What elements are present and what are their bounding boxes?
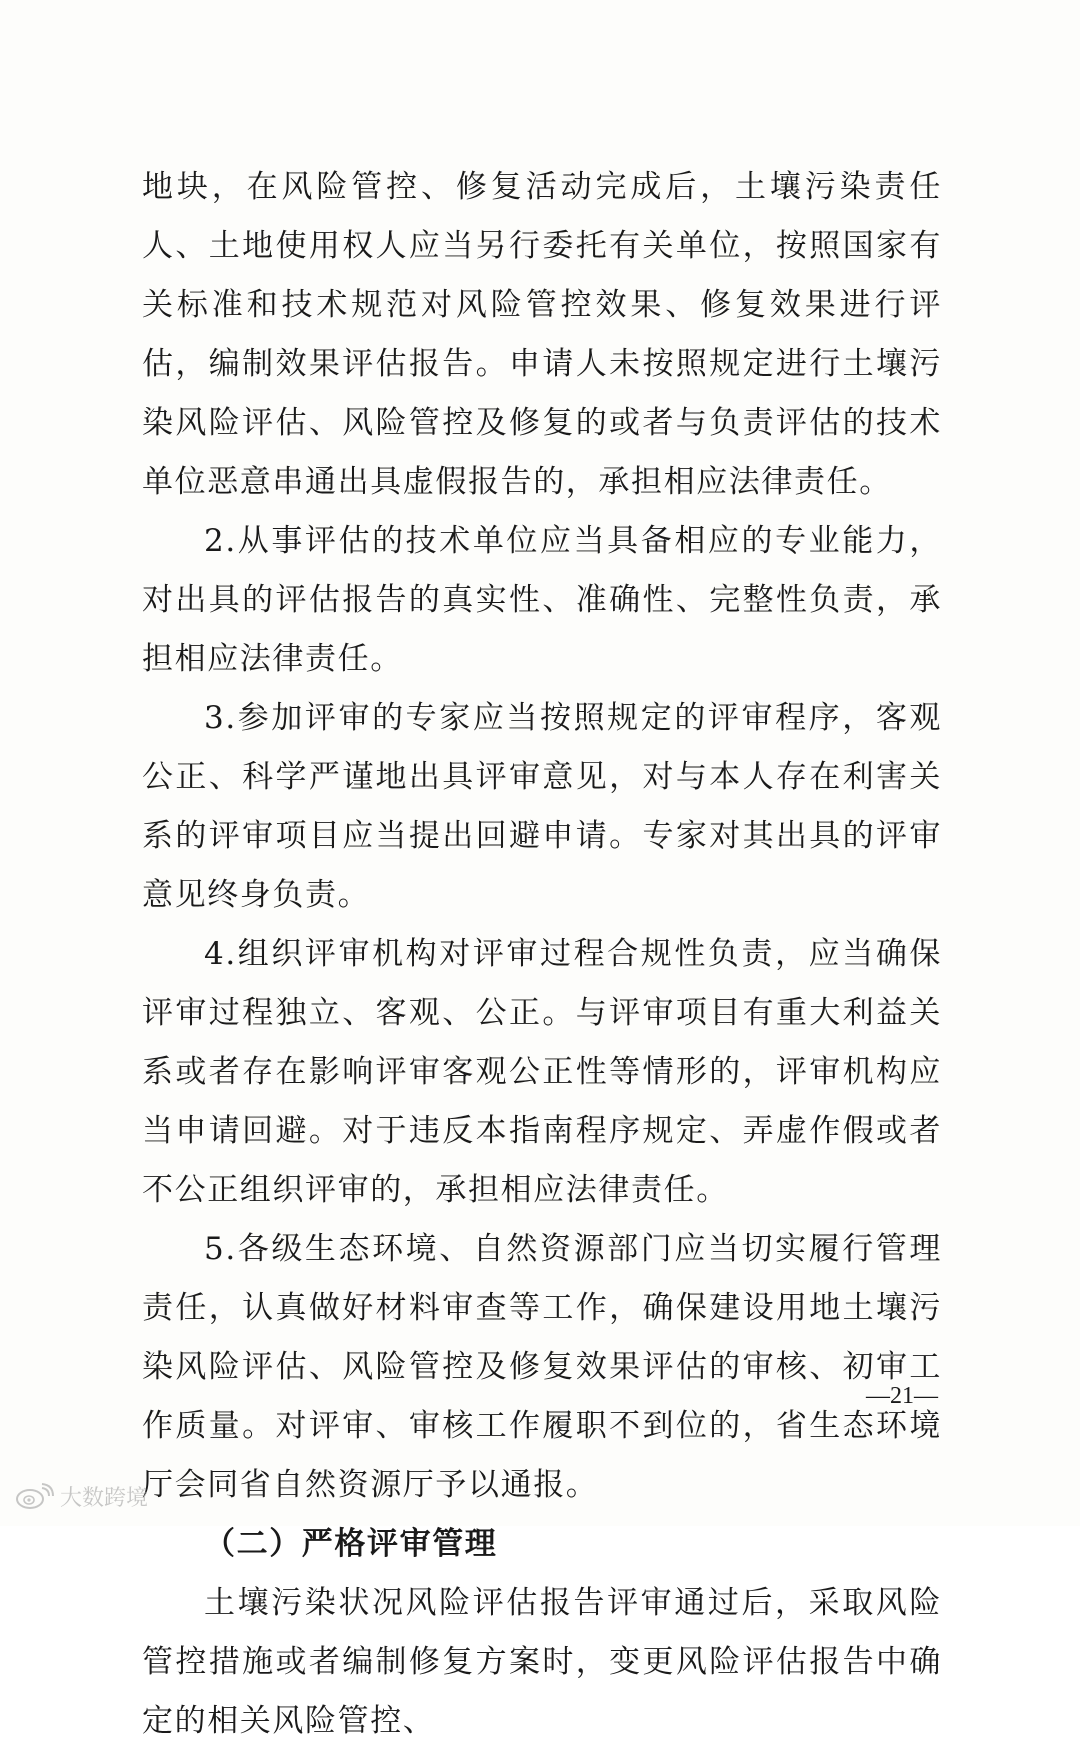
paragraph-item-2: 2.从事评估的技术单位应当具备相应的专业能力，对出具的评估报告的真实性、准确性、完整性负责，承担相应法律责任。 — [142, 523, 942, 677]
watermark — [14, 1480, 148, 1512]
section-heading: （二）严格评审管理 — [204, 1526, 498, 1562]
page-number: —21— — [866, 1383, 938, 1409]
paragraph-continuation: 地块，在风险管控、修复活动完成后，土壤污染责任人、土地使用权人应当另行委托有关单位，按照国家有关标准和技术规范对风险管控效果、修复效果进行评估，编制效果评估报告。申请人未按照规定进行土壤污染风险评估、风险管控及修复的或者与负责评估的技术单位恶意串通出具虚假报告的，承担相应法律责任。 — [142, 169, 942, 500]
paragraph-item-5: 5.各级生态环境、自然资源部门应当切实履行管理责任，认真做好材料审查等工作，确保建设用地土壤污染风险评估、风险管控及修复效果评估的审核、初审工作质量。对评审、审核工作履职不到位的，省生态环境厅会同省自然资源厅予以通报。 — [142, 1231, 942, 1503]
watermark-text: 大数跨境 — [60, 1485, 149, 1511]
paragraph-section-body: 土壤污染状况风险评估报告评审通过后，采取风险管控措施或者编制修复方案时，变更风险评估报告中确定的相关风险管控、 — [142, 1585, 942, 1739]
document-body — [142, 158, 942, 1751]
weibo-logo-icon — [14, 1482, 54, 1510]
paragraph-item-3: 3.参加评审的专家应当按照规定的评审程序，客观公正、科学严谨地出具评审意见，对与本人存在利害关系的评审项目应当提出回避申请。专家对其出具的评审意见终身负责。 — [142, 700, 942, 913]
paragraph-item-4: 4.组织评审机构对评审过程合规性负责，应当确保评审过程独立、客观、公正。与评审项目有重大利益关系或者存在影响评审客观公正性等情形的，评审机构应当申请回避。对于违反本指南程序规定、弄虚作假或者不公正组织评审的，承担相应法律责任。 — [142, 936, 942, 1208]
